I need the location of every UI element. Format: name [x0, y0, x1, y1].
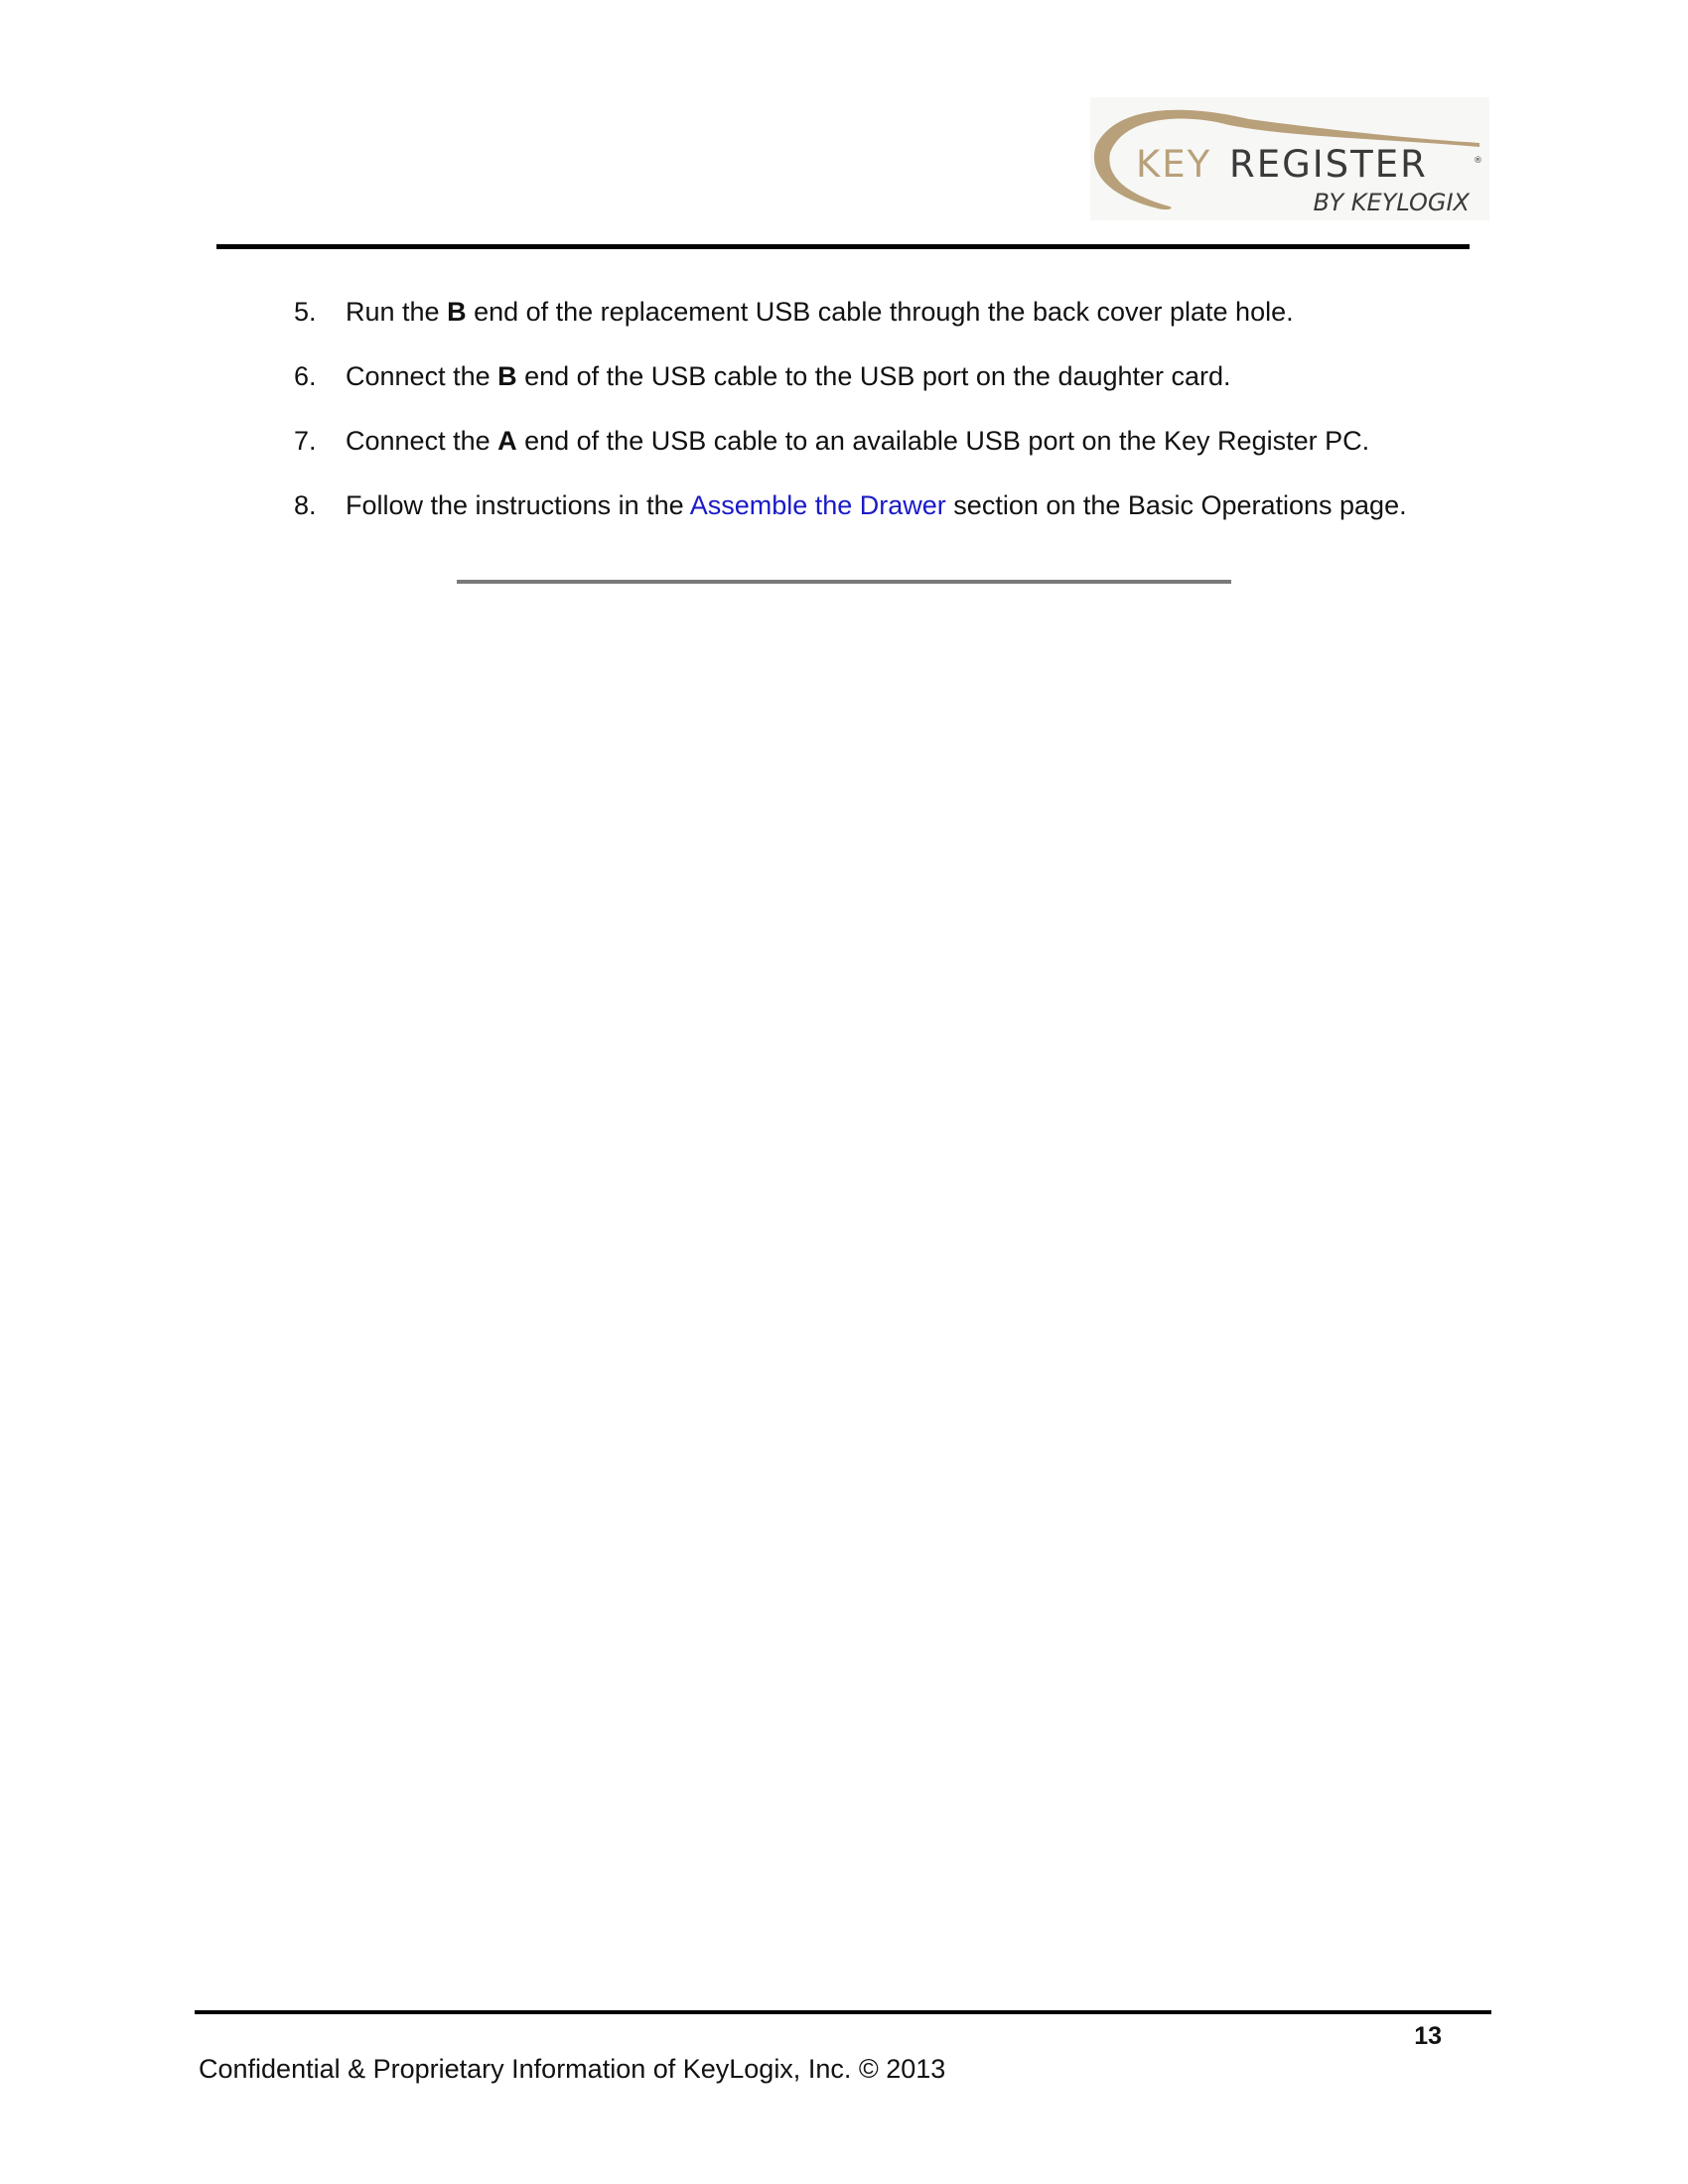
step-text-part: end of the USB cable to the USB port on the daughter card. [516, 361, 1231, 391]
section-divider [457, 580, 1231, 584]
step-number: 6. [294, 361, 317, 391]
step-text-part: end of the replacement USB cable through the back cover plate hole. [466, 297, 1294, 327]
step-8 [294, 485, 1485, 525]
step-text [346, 421, 1369, 461]
step-7 [294, 421, 1485, 461]
logo-register-text: REGISTER [1229, 143, 1428, 186]
step-text-part: Connect the [346, 361, 498, 391]
step-number: 7. [294, 426, 317, 456]
step-6 [294, 356, 1485, 396]
step-emphasis: B [447, 297, 467, 327]
assemble-the-drawer-link[interactable]: Assemble the Drawer [689, 490, 946, 520]
logo-by-keylogix-text: BY KEYLOGIX [1313, 189, 1470, 216]
header-rule [216, 244, 1470, 249]
step-text-part: end of the USB cable to an available USB port on the Key Register PC. [516, 426, 1370, 456]
step-text [346, 292, 1294, 332]
keyregister-swoosh-logo-icon [1090, 97, 1489, 220]
step-emphasis: A [497, 426, 517, 456]
step-5 [294, 292, 1485, 332]
step-text-part: Run the [346, 297, 448, 327]
step-text [346, 356, 1231, 396]
footer-rule [195, 2010, 1491, 2014]
confidential-notice: Confidential & Proprietary Information of KeyLogix, Inc. © 2013 [199, 2054, 946, 2084]
step-number: 8. [294, 490, 317, 520]
step-emphasis: B [497, 361, 517, 391]
step-number: 5. [294, 297, 317, 327]
step-text [346, 485, 1407, 525]
step-text-part: Follow the instructions in the [346, 490, 690, 520]
step-text-part: section on the Basic Operations page. [945, 490, 1407, 520]
keyregister-logo [1090, 97, 1489, 220]
page-number: 13 [1414, 2022, 1442, 2050]
step-text-part: Connect the [346, 426, 498, 456]
logo-registered-mark: ® [1474, 156, 1482, 166]
logo-key-text: KEY [1136, 143, 1212, 186]
